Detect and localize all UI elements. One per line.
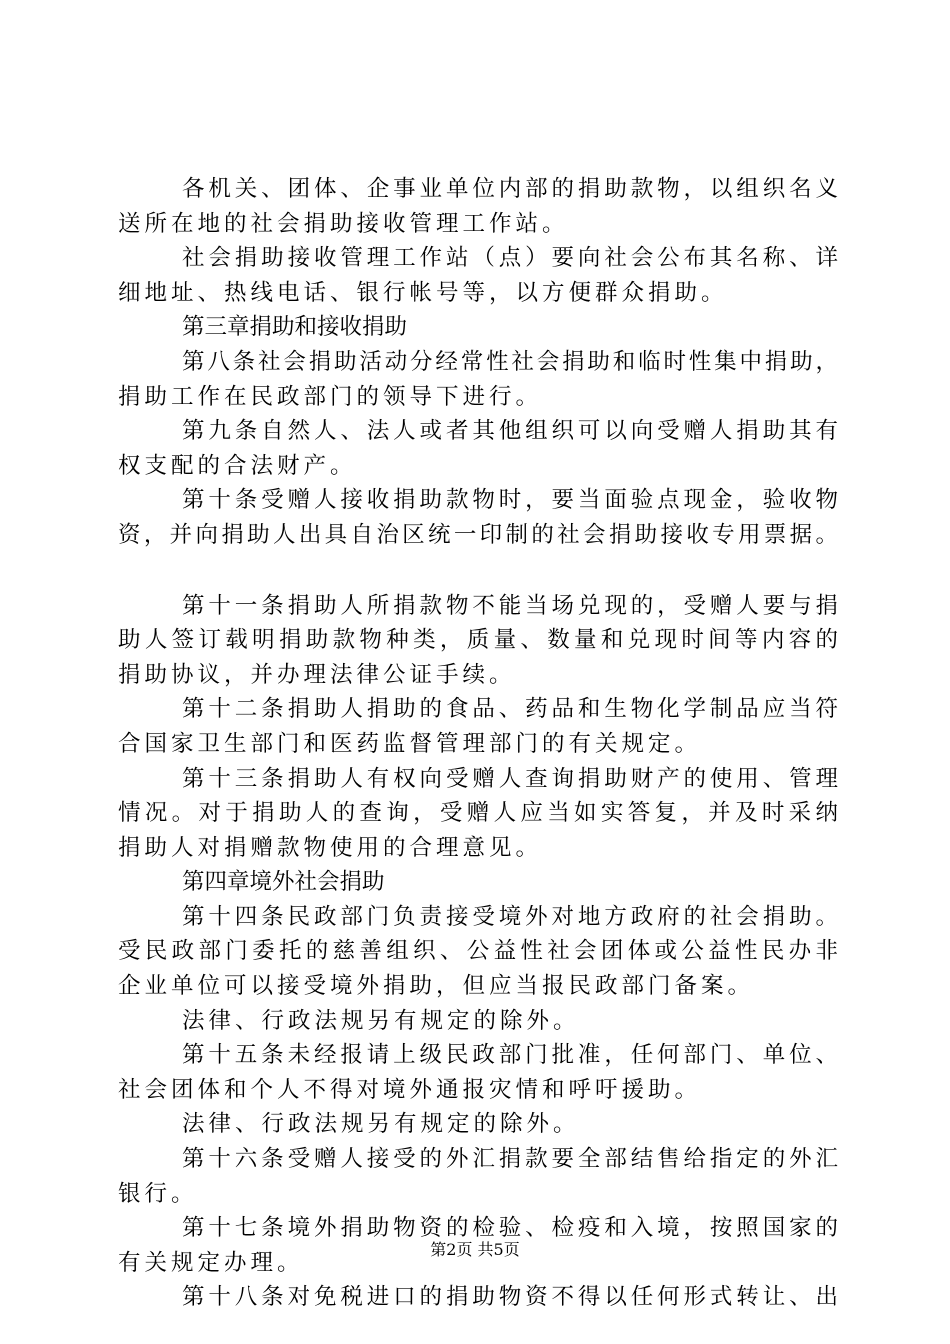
paragraph-line: 各机关、团体、企事业单位内部的捐助款物，以组织名义: [182, 176, 838, 202]
paragraph-line: 第八条社会捐助活动分经常性社会捐助和临时性集中捐助，: [182, 348, 838, 375]
paragraph-line: 受民政部门委托的慈善组织、公益性社会团体或公益性民办非: [118, 938, 838, 965]
paragraph-line: 第十条受赠人接收捐助款物时，要当面验点现金，验收物: [182, 487, 838, 514]
paragraph-line: 银行。: [118, 1180, 198, 1207]
paragraph-line: 法律、行政法规另有规定的除外。: [182, 1007, 580, 1034]
paragraph-line: 第九条自然人、法人或者其他组织可以向受赠人捐助其有: [182, 418, 838, 445]
paragraph-line: 第十八条对免税进口的捐助物资不得以任何形式转让、出: [182, 1284, 838, 1311]
chapter-heading: 第三章捐助和接收捐助: [182, 314, 408, 341]
paragraph-line: 有关规定办理。: [118, 1249, 304, 1276]
page-number-label: 第2页 共5页: [430, 1240, 520, 1259]
paragraph-line: 第十六条受赠人接受的外汇捐款要全部结售给指定的外汇: [182, 1146, 838, 1173]
paragraph-line: 社会团体和个人不得对境外通报灾情和呼吁援助。: [118, 1076, 702, 1103]
chapter-heading: 第四章境外社会捐助: [182, 869, 385, 896]
paragraph-line: 捐助工作在民政部门的领导下进行。: [118, 383, 543, 410]
paragraph-line: 第十七条境外捐助物资的检验、检疫和入境，按照国家的: [182, 1215, 838, 1242]
paragraph-line: 企业单位可以接受境外捐助，但应当报民政部门备案。: [118, 973, 755, 1000]
paragraph-line: 资，并向捐助人出具自治区统一印制的社会捐助接收专用票据。: [118, 521, 838, 548]
paragraph-line: 情况。对于捐助人的查询，受赠人应当如实答复，并及时采纳: [118, 800, 838, 827]
paragraph-line: 捐助协议，并办理法律公证手续。: [118, 661, 516, 688]
page-footer: [0, 1240, 950, 1260]
paragraph-line: 送所在地的社会捐助接收管理工作站。: [118, 210, 569, 237]
paragraph-line: 第十二条捐助人捐助的食品、药品和生物化学制品应当符: [182, 696, 838, 723]
paragraph-line: 捐助人对捐赠款物使用的合理意见。: [118, 834, 543, 861]
paragraph-gap: [118, 553, 838, 589]
paragraph-line: 权支配的合法财产。: [118, 452, 357, 479]
paragraph-line: 细地址、热线电话、银行帐号等，以方便群众捐助。: [118, 279, 728, 306]
document-body: [118, 172, 838, 1315]
paragraph-line: 第十四条民政部门负责接受境外对地方政府的社会捐助。: [182, 903, 838, 930]
paragraph-line: 社会捐助接收管理工作站（点）要向社会公布其名称、详: [182, 245, 838, 272]
paragraph-line: 第十三条捐助人有权向受赠人查询捐助财产的使用、管理: [182, 765, 838, 792]
paragraph-line: 第十一条捐助人所捐款物不能当场兑现的，受赠人要与捐: [182, 592, 838, 619]
paragraph-line: 第十五条未经报请上级民政部门批准，任何部门、单位、: [182, 1042, 838, 1069]
paragraph-line: 法律、行政法规另有规定的除外。: [182, 1111, 580, 1138]
paragraph-line: 合国家卫生部门和医药监督管理部门的有关规定。: [118, 730, 702, 757]
paragraph-line: 助人签订载明捐助款物种类，质量、数量和兑现时间等内容的: [118, 627, 838, 654]
